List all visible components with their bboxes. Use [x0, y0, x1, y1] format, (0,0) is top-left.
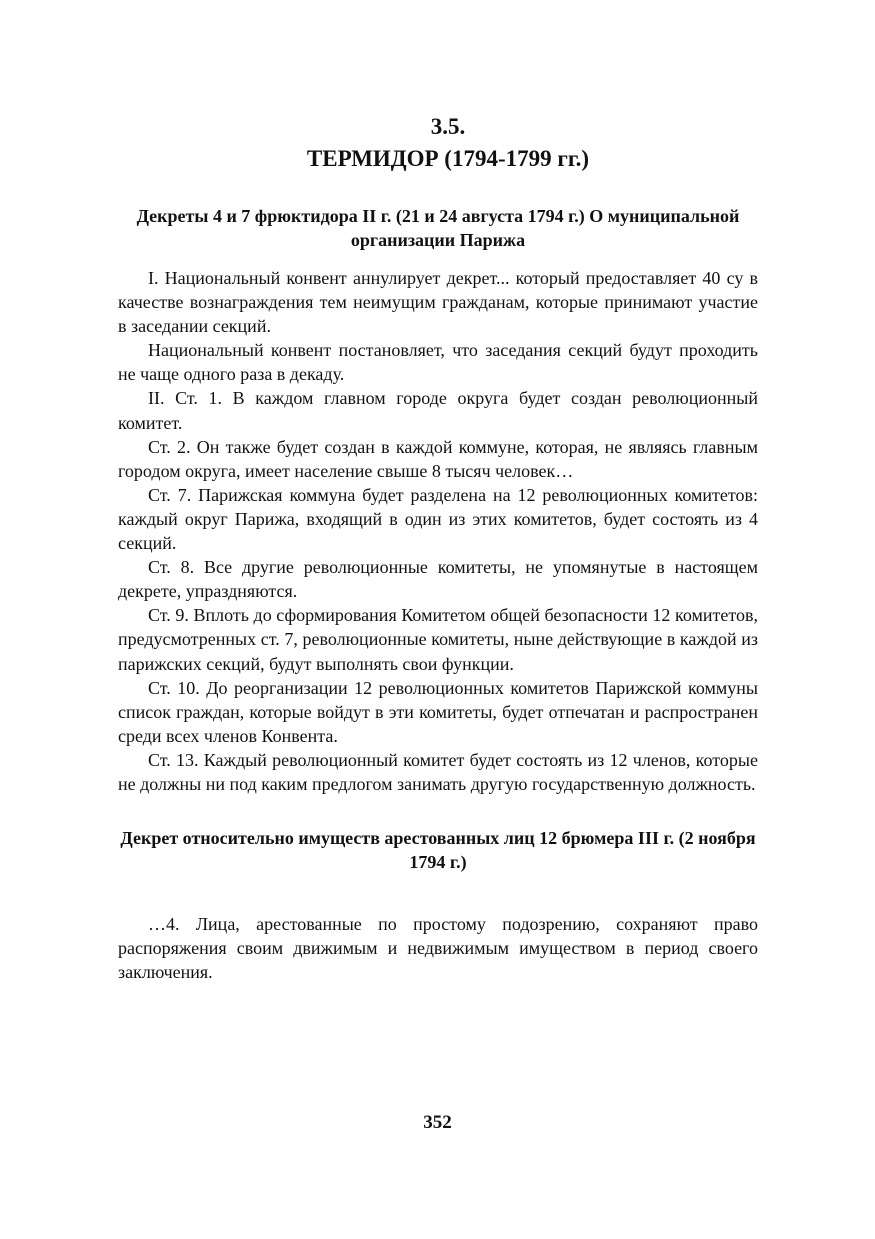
- paragraph: Ст. 13. Каждый революционный комитет будет состоять из 12 членов, которые не должны ни под каким предлогом занимать другую государственную должность.: [118, 749, 758, 794]
- paragraph: Ст. 7. Парижская коммуна будет разделена на 12 революционных комитетов: каждый округ Парижа, входящий в один из этих комитетов, будет состоять из 4 секций.: [118, 484, 758, 554]
- paragraph: I. Национальный конвент аннулирует декрет... который предоставляет 40 су в качестве вознаграждения тем неимущим гражданам, которые принимают участие в заседании секций.: [118, 268, 758, 337]
- book-page: [118, 112, 758, 984]
- paragraph: Ст. 10. До реорганизации 12 революционных комитетов Парижской коммуны список граждан, которые войдут в эти комитеты, будет отпечатан и распространен среди всех членов Конвента.: [118, 677, 758, 746]
- paragraph: Ст. 8. Все другие революционные комитеты, не упомянутые в настоящем декрете, упраздняются.: [118, 557, 758, 602]
- paragraph: …4. Лица, арестованные по простому подозрению, сохраняют право распоряжения своим движимым и недвижимым имуществом в период своего заключения.: [118, 914, 758, 983]
- page-number: [0, 1111, 875, 1135]
- paragraph: Ст. 9. Вплоть до сформирования Комитетом общей безопасности 12 комитетов, предусмотренных ст. 7, революционные комитеты, ныне действующие в каждой из парижских секций, будут выполнять свои функции.: [118, 605, 758, 674]
- section-heading-decrees-fructidor: Декреты 4 и 7 фрюктидора II г. (21 и 24 августа 1794 г.) О муниципальной организации Парижа: [136, 206, 740, 250]
- paragraph: Ст. 2. Он также будет создан в каждой коммуне, которая, не являясь главным городом округа, имеет население свыше 8 тысяч человек…: [118, 436, 758, 481]
- section-heading-property-decree: Декрет относительно имуществ арестованных лиц 12 брюмера III г. (2 ноября 1794 г.): [120, 828, 756, 873]
- chapter-number: 3.5.: [430, 114, 466, 139]
- page-number-text: 352: [423, 1112, 452, 1133]
- section-body-property-decree: [118, 912, 758, 984]
- section-body-decrees-fructidor: [118, 266, 758, 796]
- paragraph: II. Ст. 1. В каждом главном городе округа будет создан революционный комитет.: [118, 388, 758, 433]
- paragraph: Национальный конвент постановляет, что заседания секций будут проходить не чаще одного раза в декаду.: [118, 340, 758, 385]
- chapter-title: ТЕРМИДОР (1794-1799 гг.): [306, 146, 590, 171]
